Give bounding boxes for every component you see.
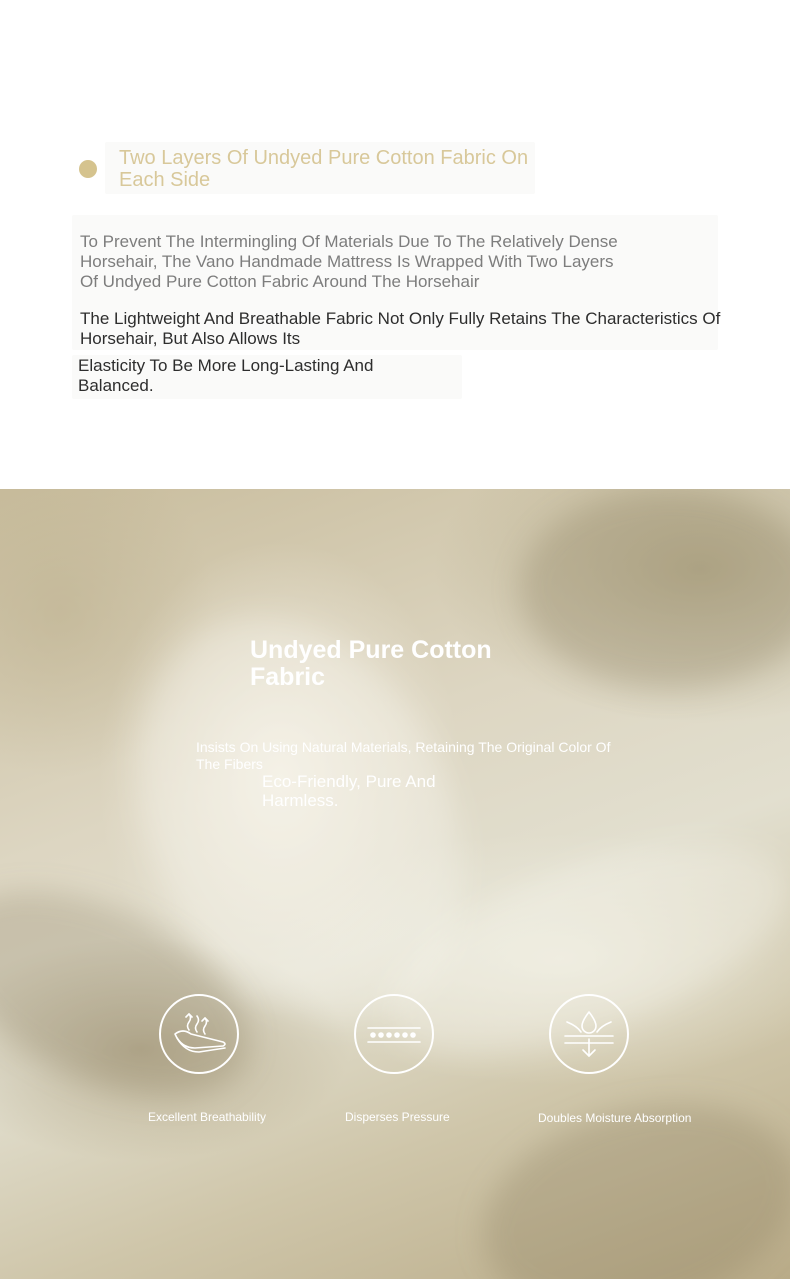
benefit-label-breathability: Excellent Breathability <box>148 1110 267 1124</box>
fabric-section <box>0 489 790 1279</box>
feature-detail-2: Elasticity To Be More Long-Lasting And Balanced. <box>78 356 374 395</box>
pressure-icon <box>354 994 434 1074</box>
fabric-shadow <box>520 489 790 689</box>
benefit-label-moisture: Doubles Moisture Absorption <box>538 1111 692 1125</box>
fabric-subtitle: Insists On Using Natural Materials, Retaining The Original Color Of The Fibers <box>196 739 611 772</box>
fabric-subtitle-2: Eco-Friendly, Pure And Harmless. <box>262 772 436 810</box>
benefit-label-pressure: Disperses Pressure <box>345 1110 450 1124</box>
feature-detail-1: The Lightweight And Breathable Fabric Not Only Fully Retains The Characteristics Of Horsehair, But Also Allows Its <box>80 309 721 348</box>
moisture-icon <box>549 994 629 1074</box>
fabric-shadow <box>460 1071 790 1279</box>
fabric-title: Undyed Pure Cotton Fabric <box>250 636 492 691</box>
breathability-icon <box>159 994 239 1074</box>
feature-intro: To Prevent The Intermingling Of Materials Due To The Relatively Dense Horsehair, The Vano Handmade Mattress Is Wrapped With Two Layers Of Undyed Pure Cotton Fabric Around The Horsehair <box>80 232 618 291</box>
bullet-dot-icon <box>79 160 97 178</box>
feature-section <box>0 0 790 489</box>
feature-title: Two Layers Of Undyed Pure Cotton Fabric On Each Side <box>119 147 529 191</box>
